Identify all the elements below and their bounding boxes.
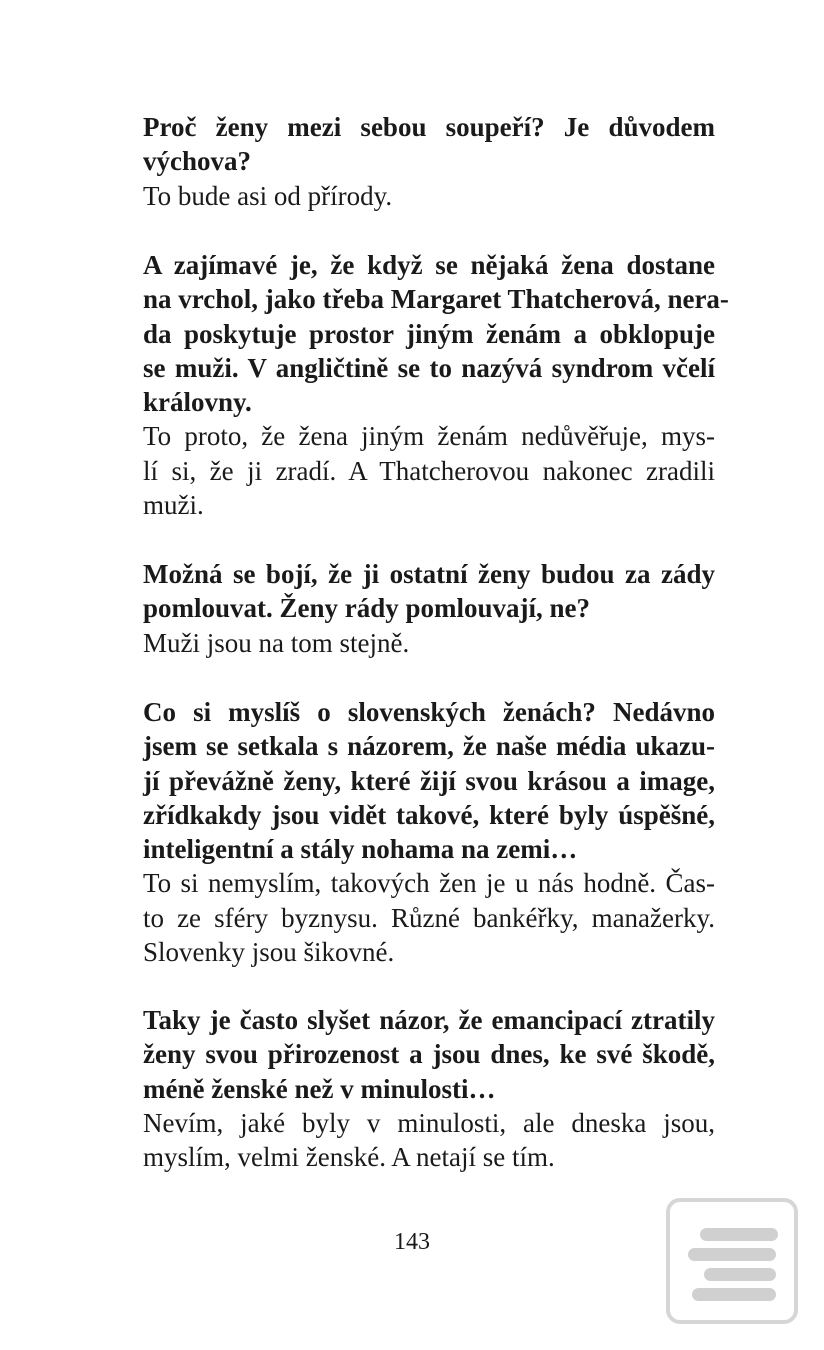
question-line: inteligentní a stály nohama na zemi… — [143, 834, 578, 865]
question-line: se muži. V angličtině se to nazývá syndrom včelí — [143, 352, 715, 383]
question-line: královny. — [143, 387, 252, 418]
answer-line: lí si, že ji zradí. A Thatcherovou nakonec zradili — [143, 455, 715, 486]
answer-line: muži. — [143, 490, 204, 521]
question-line: méně ženské než v minulosti… — [143, 1073, 496, 1104]
question-line: pomlouvat. Ženy rády pomlouvají, ne? — [143, 593, 591, 624]
question-line: jsem se setkala s názorem, že naše média ukazu- — [143, 731, 715, 762]
answer-line: myslím, velmi ženské. A netají se tím. — [143, 1142, 555, 1173]
answer-line: Slovenky jsou šikovné. — [143, 937, 395, 968]
question-text — [143, 695, 715, 866]
question-line: na vrchol, jako třeba Margaret Thatcherová, nera- — [143, 284, 729, 315]
page-number: 143 — [394, 1229, 430, 1255]
book-stack-icon — [666, 1198, 798, 1324]
question-text — [143, 248, 729, 419]
answer-text — [143, 419, 715, 522]
question-line: Proč ženy mezi sebou soupeří? Je důvodem — [143, 112, 715, 142]
question-line: A zajímavé je, že když se nějaká žena dostane — [143, 250, 715, 280]
question-text — [143, 557, 715, 626]
answer-text — [143, 866, 715, 969]
answer-line: Muži jsou na tom stejně. — [143, 627, 410, 658]
question-line: Co si myslíš o slovenských ženách? Nedávno — [143, 697, 715, 727]
question-text — [143, 1003, 715, 1106]
answer-text — [143, 1106, 715, 1175]
question-line: jí převážně ženy, které žijí svou krásou a image, — [143, 765, 715, 796]
answer-line: Nevím, jaké byly v minulosti, ale dneska jsou, — [143, 1107, 715, 1138]
question-line: výchova? — [143, 146, 251, 177]
question-text — [143, 110, 715, 179]
qa-block-5 — [143, 1003, 715, 1174]
answer-line: To bude asi od přírody. — [143, 180, 393, 211]
qa-block-1 — [143, 110, 715, 213]
question-line: Taky je často slyšet názor, že emancipací ztratily — [143, 1005, 715, 1035]
qa-block-2 — [143, 248, 729, 522]
answer-line: to ze sféry byznysu. Různé bankéřky, manažerky. — [143, 902, 715, 933]
question-line: da poskytuje prostor jiným ženám a obklopuje — [143, 318, 715, 349]
question-line: zřídkakdy jsou vidět takové, které byly úspěšné, — [143, 799, 715, 830]
question-line: ženy svou přirozenost a jsou dnes, ke své škodě, — [143, 1039, 715, 1070]
answer-text — [143, 179, 715, 213]
qa-block-4 — [143, 695, 715, 969]
qa-block-3 — [143, 557, 715, 660]
answer-text — [143, 626, 715, 660]
question-line: Možná se bojí, že ji ostatní ženy budou za zády — [143, 559, 715, 589]
answer-line: To si nemyslím, takových žen je u nás hodně. Čas- — [143, 868, 715, 899]
answer-line: To proto, že žena jiným ženám nedůvěřuje, mys- — [143, 421, 715, 452]
